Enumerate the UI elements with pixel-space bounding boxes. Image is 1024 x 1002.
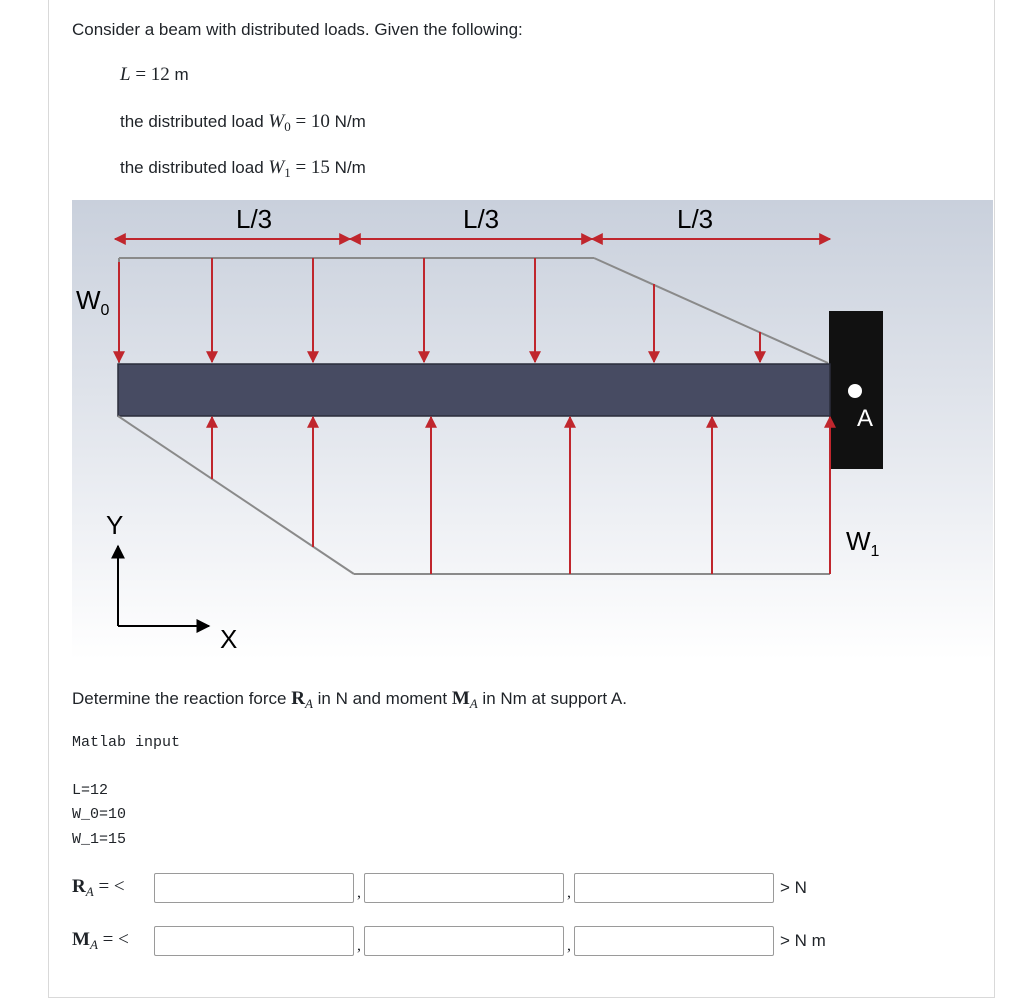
question-part-2: in N and moment xyxy=(312,689,452,708)
given-w0 xyxy=(120,111,366,135)
given-w0-sub: 0 xyxy=(284,119,291,134)
given-length xyxy=(120,64,189,86)
answer-label-ma xyxy=(72,929,154,953)
w0-label: $W_0$ xyxy=(76,285,110,319)
given-w1-symbol: W xyxy=(268,157,285,178)
answer-unit-ma: > N m xyxy=(780,931,826,950)
separator: , xyxy=(567,937,571,954)
ra-x-input[interactable] xyxy=(154,873,354,903)
question-text xyxy=(72,688,627,712)
answer-symbol-ma: M xyxy=(72,929,90,950)
problem-intro: Consider a beam with distributed loads. Given the following: xyxy=(72,20,523,39)
question-symbol-ra: R xyxy=(291,688,305,709)
question-symbol-ma-sub: A xyxy=(469,696,478,711)
given-w0-prefix: the distributed load xyxy=(120,112,269,131)
matlab-line-1: L=12 xyxy=(72,782,109,799)
answer-symbol-ra-sub: A xyxy=(85,884,94,899)
span-label-3: L/3 xyxy=(677,204,714,234)
given-length-symbol: L xyxy=(120,64,131,85)
given-w0-symbol: W xyxy=(268,111,285,132)
question-symbol-ra-sub: A xyxy=(304,696,313,711)
separator: , xyxy=(357,884,361,901)
given-length-unit: m xyxy=(169,65,189,84)
ra-z-input[interactable] xyxy=(574,873,774,903)
matlab-line-2: W_0=10 xyxy=(72,806,127,823)
matlab-line-3: W_1=15 xyxy=(72,831,127,848)
given-w1-unit: N/m xyxy=(329,158,366,177)
answer-unit-ra: > N xyxy=(780,878,807,897)
span-label-2: L/3 xyxy=(463,204,500,234)
x-axis-label: X xyxy=(220,624,238,654)
given-w1-prefix: the distributed load xyxy=(120,158,269,177)
answer-eq-ma: = < xyxy=(97,929,129,950)
w1-label: $W_1$ xyxy=(846,526,880,560)
given-w1-sub: 1 xyxy=(284,165,291,180)
answer-label-ra xyxy=(72,876,154,900)
question-part-3: in Nm at support A. xyxy=(477,689,627,708)
given-w0-unit: N/m xyxy=(329,112,366,131)
separator: , xyxy=(357,937,361,954)
given-w0-value: = 10 xyxy=(290,111,330,132)
ra-y-input[interactable] xyxy=(364,873,564,903)
question-symbol-ma: M xyxy=(451,688,470,709)
answer-eq-ra: = < xyxy=(93,876,125,897)
given-w1 xyxy=(120,157,366,181)
y-axis-label: Y xyxy=(106,510,124,540)
given-w1-value: = 15 xyxy=(290,157,330,178)
given-length-value: = 12 xyxy=(130,64,170,85)
question-part-1: Determine the reaction force xyxy=(72,689,292,708)
ma-x-input[interactable] xyxy=(154,926,354,956)
support-label-a: A xyxy=(857,405,874,432)
matlab-heading: Matlab input xyxy=(72,734,181,751)
answer-row-ma xyxy=(72,924,826,958)
answer-symbol-ra: R xyxy=(72,876,86,897)
ma-z-input[interactable] xyxy=(574,926,774,956)
answer-symbol-ma-sub: A xyxy=(89,937,98,952)
beam-diagram xyxy=(72,200,993,660)
answer-row-ra xyxy=(72,871,807,905)
span-label-1: L/3 xyxy=(236,204,273,234)
ma-y-input[interactable] xyxy=(364,926,564,956)
beam xyxy=(118,364,830,416)
support-point-a xyxy=(848,384,862,398)
separator: , xyxy=(567,884,571,901)
